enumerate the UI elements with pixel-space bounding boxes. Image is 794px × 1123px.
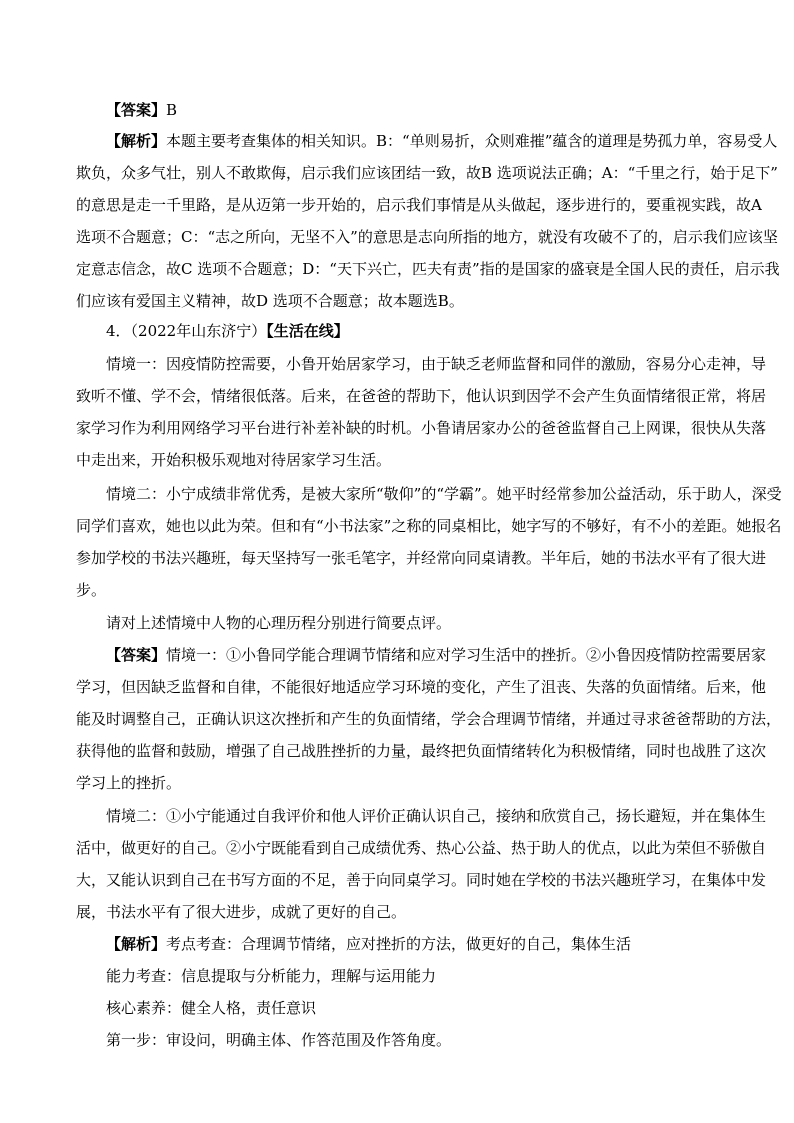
q4-answer-s2-line-1: 情境二：①小宁能通过自我评价和他人评价正确认识自己，接纳和欣赏自己，扬长避短，并在集体生 <box>106 807 767 825</box>
scenario1-line-2: 致听不懂、学不会，情绪很低落。后来，在爸爸的帮助下，他认识到因学不会产生负面情绪很正常，将居 <box>76 387 767 405</box>
question-type: 【生活在线】 <box>266 322 349 340</box>
literacy-line: 核心素养：健全人格，责任意识 <box>106 999 317 1017</box>
scenario2-line-1: 情境二：小宁成绩非常优秀，是被大家所“敬仰”的“学霸”。她平时经常参加公益活动，乐于助人，深受 <box>106 485 782 503</box>
answer-text: 情境一：①小鲁同学能合理调节情绪和应对学习生活中的挫折。②小鲁因疫情防控需要居家 <box>166 646 767 664</box>
question-prompt: 请对上述情境中人物的心理历程分别进行简要点评。 <box>106 614 452 632</box>
analysis-line-3: 的意思是走一千里路，是从迈第一步开始的，启示我们事情是从头做起，逐步进行的，要重视实践，故A <box>76 196 762 214</box>
analysis-line-1 <box>106 131 778 151</box>
analysis-text: 本题主要考查集体的相关知识。B：“单则易折，众则难摧”蕴含的道理是势孤力单，容易受人 <box>166 132 778 150</box>
q4-answer-line-1 <box>106 645 767 665</box>
question-number: 4． <box>106 322 131 340</box>
answer-tag: 【答案】 <box>106 101 167 119</box>
q4-answer-line-4: 获得他的监督和鼓励，增强了自己战胜挫折的力量，最终把负面情绪转化为积极情绪，同时也战胜了这次 <box>76 742 767 760</box>
scenario1-line-4: 中走出来，开始积极乐观地对待居家学习生活。 <box>76 451 392 469</box>
answer-line <box>106 100 177 120</box>
q4-answer-s2-line-3: 大，又能认识到自己在书写方面的不足，善于向同桌学习。同时她在学校的书法兴趣班学习，在集体中发 <box>76 871 767 889</box>
ability-line: 能力考查：信息提取与分析能力，理解与运用能力 <box>106 967 437 985</box>
analysis-tag: 【解析】 <box>106 935 167 953</box>
question-header <box>106 321 349 341</box>
q4-analysis-line <box>106 934 631 954</box>
step1-line: 第一步：审设问，明确主体、作答范围及作答角度。 <box>106 1031 452 1049</box>
scenario2-line-3: 参加学校的书法兴趣班，每天坚持写一张毛笔字，并经常向同桌请教。半年后，她的书法水平有了很大进 <box>76 549 767 567</box>
analysis-tag: 【解析】 <box>106 132 167 150</box>
analysis-line-5: 定意志信念，故C 选项不合题意；D：“天下兴亡，匹夫有责”指的是国家的盛衰是全国人民的责任，启示我 <box>76 260 780 278</box>
q4-answer-line-5: 学习上的挫折。 <box>76 774 182 792</box>
answer-value: B <box>166 101 178 119</box>
q4-answer-line-2: 学习，但因缺乏监督和自律，不能很好地适应学习环境的变化，产生了沮丧、失落的负面情绪。后来，他 <box>76 678 767 696</box>
question-source: （2022年山东济宁） <box>130 322 267 340</box>
q4-answer-s2-line-4: 展，书法水平有了很大进步，成就了更好的自己。 <box>76 903 407 921</box>
analysis-line-6: 们应该有爱国主义精神，故D 选项不合题意；故本题选B。 <box>76 292 464 310</box>
q4-answer-line-3: 能及时调整自己，正确认识这次挫折和产生的负面情绪，学会合理调节情绪，并通过寻求爸爸帮助的方法， <box>76 710 782 728</box>
scenario1-line-3: 家学习作为利用网络学习平台进行补差补缺的时机。小鲁请居家办公的爸爸监督自己上网课，很快从失落 <box>76 419 767 437</box>
analysis-line-4: 选项不合题意；C：“志之所向，无坚不入”的意思是志向所指的地方，就没有攻破不了的，启示我们应该坚 <box>76 228 778 246</box>
answer-tag: 【答案】 <box>106 646 167 664</box>
scenario1-line-1: 情境一：因疫情防控需要，小鲁开始居家学习，由于缺乏老师监督和同伴的激励，容易分心走神，导 <box>106 355 767 373</box>
q4-answer-s2-line-2: 活中，做更好的自己。②小宁既能看到自己成绩优秀、热心公益、热于助人的优点，以此为荣但不骄傲自 <box>76 839 767 857</box>
analysis-text: 考点考查：合理调节情绪，应对挫折的方法，做更好的自己，集体生活 <box>166 935 632 953</box>
scenario2-line-2: 同学们喜欢，她也以此为荣。但和有“小书法家”之称的同桌相比，她字写的不够好，有不小的差距。她报名 <box>76 517 782 535</box>
analysis-line-2: 欺负，众多气壮，别人不敢欺侮，启示我们应该团结一致，故B 选项说法正确；A：“千里之行，始于足下” <box>76 164 778 182</box>
scenario2-line-4: 步。 <box>76 581 107 599</box>
